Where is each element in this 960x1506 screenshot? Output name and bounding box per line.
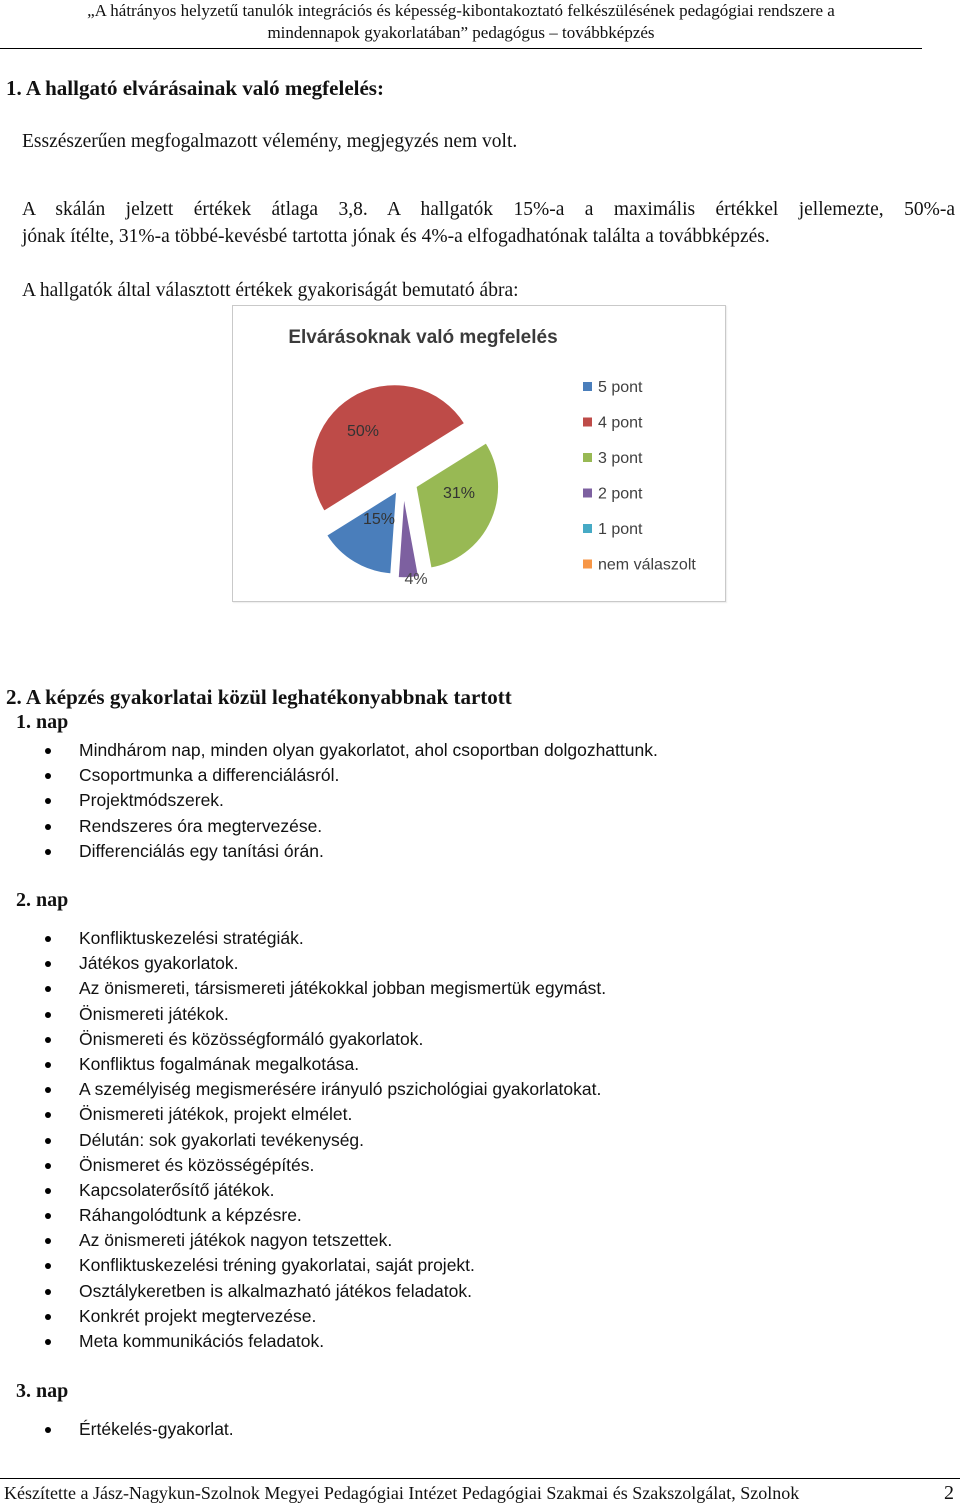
list-item [0, 788, 658, 813]
list-item-text: Az önismereti, társismereti játékokkal jobban megismertük egymást. [79, 978, 607, 999]
list-item-text: Differenciálás egy tanítási órán. [79, 840, 324, 861]
list-item [0, 1279, 606, 1304]
pie-chart [232, 305, 726, 602]
list-item [0, 951, 606, 976]
bullet-icon [45, 1339, 51, 1345]
list-item [0, 926, 606, 951]
list-item-text: Osztálykeretben is alkalmazható játékos feladatok. [79, 1280, 472, 1301]
list-item [0, 1052, 606, 1077]
bullet-icon [45, 1238, 51, 1244]
list-item-text: Rendszeres óra megtervezése. [79, 815, 323, 836]
page-number: 2 [944, 1482, 954, 1504]
list-item-text: Értékelés-gyakorlat. [79, 1419, 234, 1439]
section-1-title: 1. A hallgató elvárásainak való megfelelés: [6, 76, 384, 100]
bullet-icon [45, 961, 51, 967]
header-line-1: „A hátrányos helyzetű tanulók integrációs és képesség-kibontakoztató felkészülésének pedagógiai rendszere a [87, 1, 835, 20]
legend-swatch [583, 453, 592, 462]
bullet-icon [45, 798, 51, 804]
list-item [0, 1002, 606, 1027]
list-item-text: Projektmódszerek. [79, 790, 224, 811]
list-item-text: Konfliktuskezelési stratégiák. [79, 928, 304, 948]
slice-label: 31% [442, 485, 476, 502]
bullet-icon [45, 748, 51, 754]
section-1-paragraph-3: A hallgatók által választott értékek gyakoriságát bemutató ábra: [22, 280, 519, 301]
day-2-label: 2. nap [16, 889, 69, 911]
bullet-icon [45, 1314, 51, 1320]
list-item [0, 839, 658, 864]
list-item-text: Konfliktuskezelési tréning gyakorlatai, saját projekt. [79, 1255, 475, 1276]
list-item-text: Az önismereti játékok nagyon tetszettek. [79, 1230, 393, 1251]
list-item [0, 1304, 606, 1329]
pie-slice-3-pont [416, 443, 499, 569]
list-item [0, 1253, 606, 1278]
day-1-list [0, 738, 658, 864]
slice-label: 4% [404, 571, 428, 588]
legend-swatch [583, 382, 592, 391]
list-item-text: Meta kommunikációs feladatok. [79, 1331, 325, 1351]
legend-swatch [583, 524, 592, 533]
day-1-label: 1. nap [16, 711, 69, 733]
bullet-icon [45, 1012, 51, 1018]
legend-label: 1 pont [598, 521, 643, 538]
list-item-text: Önismeret és közösségépítés. [79, 1154, 315, 1175]
legend-label: 4 pont [598, 414, 643, 432]
list-item-text: Konfliktus fogalmának megalkotása. [79, 1053, 360, 1074]
list-item [0, 738, 658, 763]
bullet-icon [45, 1213, 51, 1219]
list-item-text: Délután: sok gyakorlati tevékenység. [79, 1129, 365, 1150]
bullet-icon [45, 1188, 51, 1194]
day-2-list [0, 926, 606, 1354]
list-item-text: A személyiség megismerésére irányuló pszichológiai gyakorlatokat. [79, 1079, 602, 1100]
bullet-icon [45, 824, 51, 830]
bullet-icon [45, 1087, 51, 1093]
page-footer [0, 1478, 960, 1505]
footer-text: Készítette a Jász-Nagykun-Szolnok Megyei Pedagógiai Intézet Pedagógiai Szakmai és Szakszolgálat, Szolnok [4, 1483, 800, 1503]
list-item [0, 1027, 606, 1052]
bullet-icon [45, 986, 51, 992]
list-item [0, 1203, 606, 1228]
list-item-text: Mindhárom nap, minden olyan gyakorlatot, ahol csoportban dolgozhattunk. [79, 740, 658, 760]
list-item [0, 814, 658, 839]
bullet-icon [45, 849, 51, 855]
list-item [0, 1228, 606, 1253]
list-item [0, 1417, 234, 1442]
legend-label: 2 pont [598, 485, 643, 503]
legend-swatch [583, 560, 592, 569]
bullet-icon [45, 773, 51, 779]
bullet-icon [45, 1062, 51, 1068]
section-1-paragraph-2-line-1: A skálán jelzett értékek átlaga 3,8. A hallgatók 15%-a a maximális értékkel jellemezte, 50%-a [22, 199, 955, 220]
list-item-text: Csoportmunka a differenciálásról. [79, 765, 340, 786]
list-item-text: Önismereti játékok. [79, 1003, 229, 1024]
bullet-icon [45, 1427, 51, 1433]
legend-label: nem válaszolt [598, 556, 696, 574]
bullet-icon [45, 1037, 51, 1043]
chart-title: Elvárásoknak való megfelelés [288, 327, 558, 348]
list-item-text: Kapcsolaterősítő játékok. [79, 1179, 275, 1200]
bullet-icon [45, 1263, 51, 1269]
legend-swatch [583, 418, 592, 427]
bullet-icon [45, 1163, 51, 1169]
list-item [0, 1102, 606, 1127]
list-item-text: Játékos gyakorlatok. [79, 953, 239, 974]
bullet-icon [45, 1112, 51, 1118]
legend-swatch [583, 489, 592, 498]
list-item [0, 1128, 606, 1153]
section-2-title: 2. A képzés gyakorlatai közül leghatékonyabbnak tartott [6, 685, 512, 709]
list-item [0, 1077, 606, 1102]
slice-label: 15% [362, 511, 396, 528]
page-header [0, 0, 922, 49]
bullet-icon [45, 1138, 51, 1144]
list-item [0, 1178, 606, 1203]
list-item [0, 763, 658, 788]
legend-label: 3 pont [598, 450, 643, 467]
list-item [0, 1153, 606, 1178]
legend-label: 5 pont [598, 379, 643, 396]
list-item-text: Konkrét projekt megtervezése. [79, 1305, 317, 1326]
day-3-label: 3. nap [16, 1380, 69, 1402]
slice-label: 50% [346, 423, 380, 440]
section-1-paragraph-2-line-2: jónak ítélte, 31%-a többé-kevésbé tartotta jónak és 4%-a elfogadhatónak találta a továbbképzés. [22, 226, 770, 247]
section-1-paragraph-1: Esszészerűen megfogalmazott vélemény, megjegyzés nem volt. [22, 131, 518, 152]
list-item [0, 976, 606, 1001]
day-3-list [0, 1417, 234, 1442]
pie-chart-svg [233, 306, 725, 601]
list-item-text: Önismereti játékok, projekt elmélet. [79, 1104, 353, 1125]
list-item [0, 1329, 606, 1354]
header-line-2: mindennapok gyakorlatában” pedagógus – továbbképzés [267, 23, 655, 42]
list-item-text: Ráhangolódtunk a képzésre. [79, 1205, 302, 1226]
pie-slice-2-pont [398, 495, 419, 578]
bullet-icon [45, 936, 51, 942]
bullet-icon [45, 1289, 51, 1295]
list-item-text: Önismereti és közösségformáló gyakorlatok. [79, 1028, 424, 1049]
